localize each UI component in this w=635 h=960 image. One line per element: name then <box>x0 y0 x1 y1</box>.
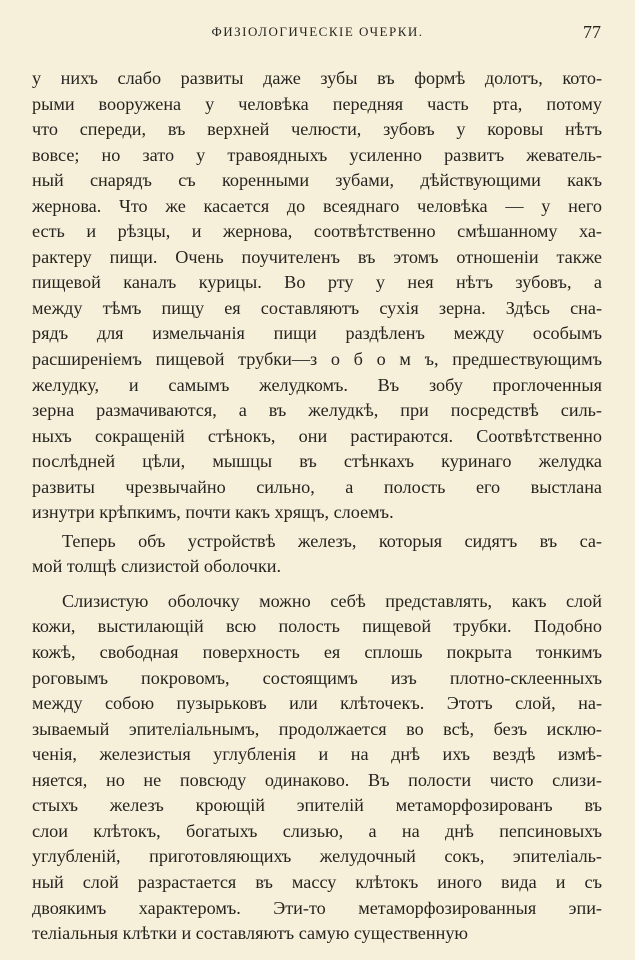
text-line: жернова. Что же касается до всеяднаго человѣка — у него <box>32 195 602 216</box>
text-line: ный снарядъ съ коренными зубами, дѣйствующими какъ <box>32 170 602 191</box>
text-line: мой толщѣ слизистой оболочки. <box>32 556 282 577</box>
text-line: роговымъ покровомъ, состоящимъ изъ плотно-склеенныхъ <box>32 667 602 688</box>
text-line: рыми вооружена у человѣка передняя часть рта, потому <box>32 93 602 114</box>
body-text <box>32 66 602 947</box>
running-title: ФИЗІОЛОГИЧЕСКІЕ ОЧЕРКИ. <box>211 24 424 39</box>
text-line: кожѣ, свободная поверхность ея сплошь покрыта тонкимъ <box>32 642 602 663</box>
text-line: развиты чрезвычайно сильно, а полость его выстлана <box>32 476 602 497</box>
text-line: кожи, выстилающій всю полость пищевой трубки. Подобно <box>32 616 602 637</box>
page-number: 77 <box>583 22 601 42</box>
text-line: есть и рѣзцы, и жернова, соотвѣтственно смѣшанному ха- <box>32 221 602 242</box>
text-line: теліальныя клѣтки и составляютъ самую существенную <box>32 923 469 944</box>
running-header <box>0 22 635 44</box>
paragraph <box>32 589 602 947</box>
text-line: ныхъ сокращеній стѣнокъ, они растираются. Соотвѣтственно <box>32 425 602 446</box>
text-line: что спереди, въ верхней челюсти, зубовъ у коровы нѣтъ <box>32 119 602 140</box>
text-line: расширеніемъ пищевой трубки—з о б о м ъ, предшествующимъ <box>32 349 602 370</box>
text-line: зерна размачиваются, а въ желудкѣ, при посредствѣ силь- <box>32 400 602 421</box>
text-line: няется, но не повсюду одинаково. Въ полости чисто слизи- <box>32 769 602 790</box>
text-line: желудку, и самымъ желудкомъ. Въ зобу проглоченныя <box>32 374 602 395</box>
text-line: рактеру пищи. Очень поучителенъ въ этомъ отношеніи также <box>32 246 602 267</box>
text-line: стыхъ железъ кроющій эпителій метаморфозированъ въ <box>32 795 602 816</box>
text-line: между собою пузырьковъ или клѣточекъ. Этотъ слой, на- <box>32 693 602 714</box>
text-line: зываемый эпителіальнымъ, продолжается во всѣ, безъ исклю- <box>32 718 602 739</box>
paragraph <box>32 66 602 526</box>
text-line: у нихъ слабо развиты даже зубы въ формѣ долотъ, кото- <box>32 68 602 88</box>
text-line: двоякимъ характеромъ. Эти-то метаморфозированныя эпи- <box>32 897 602 918</box>
text-line: ный слой разрастается въ массу клѣтокъ иного вида и съ <box>32 871 602 892</box>
text-line: между тѣмъ пищу ея составляютъ сухія зерна. Здѣсь сна- <box>32 297 602 318</box>
text-line: Теперь объ устройствѣ железъ, которыя сидятъ въ са- <box>62 530 602 551</box>
text-line: ченія, железистыя углубленія и на днѣ ихъ вездѣ измѣ- <box>32 744 602 765</box>
text-line: послѣдней цѣли, мышцы въ стѣнкахъ куринаго желудка <box>32 451 602 472</box>
paragraph-gap <box>32 580 602 589</box>
text-line: рядъ для измельчанія пищи раздѣленъ между особымъ <box>32 323 602 344</box>
text-line: вовсе; но зато у травоядныхъ усиленно развитъ жеватель- <box>32 144 602 165</box>
text-line: пищевой каналъ курицы. Во рту у нея нѣтъ зубовъ, а <box>32 272 602 293</box>
text-line: изнутри крѣпкимъ, почти какъ хрящъ, слоемъ. <box>32 502 394 523</box>
paragraph <box>32 529 602 580</box>
text-line: слои клѣтокъ, богатыхъ слизью, а на днѣ пепсиновыхъ <box>32 820 602 841</box>
text-line: Слизистую оболочку можно себѣ представлять, какъ слой <box>62 590 602 611</box>
text-line: углубленій, приготовляющихъ желудочный сокъ, эпителіаль- <box>32 846 602 867</box>
